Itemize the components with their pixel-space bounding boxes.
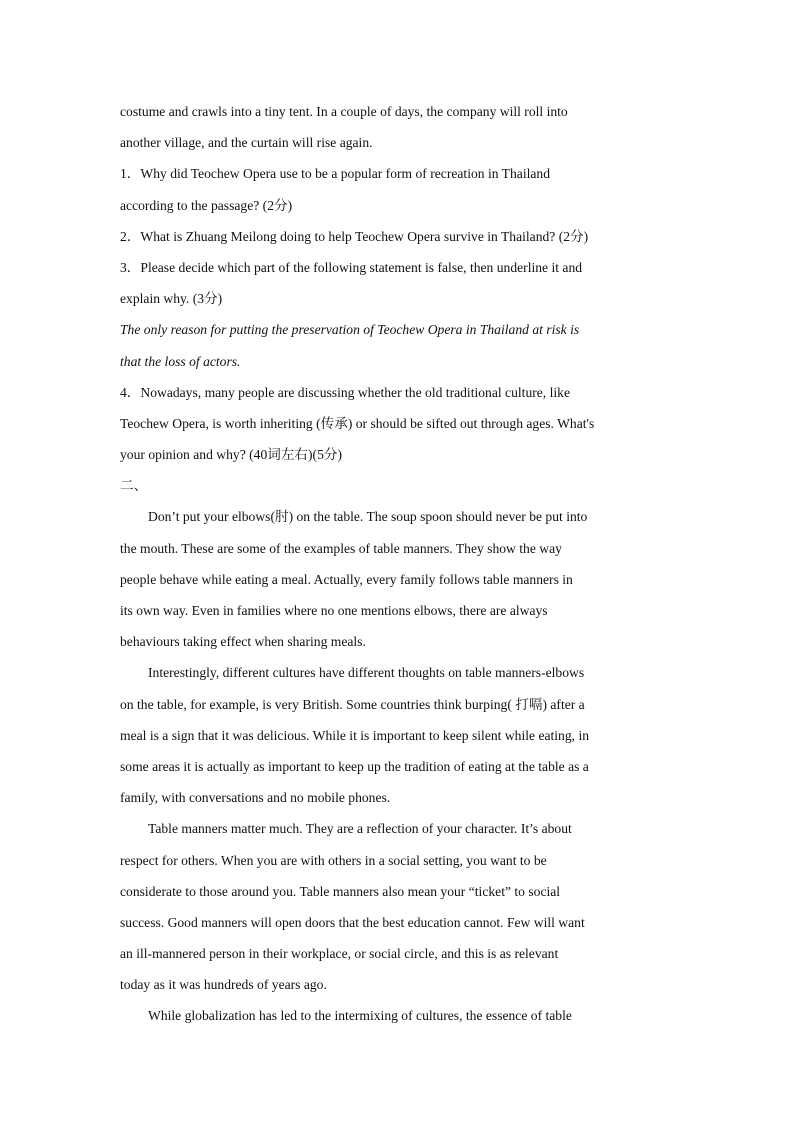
paragraph-3-line: respect for others. When you are with others in a social setting, you want to be: [120, 852, 547, 868]
question-3-cont: explain why. (3分): [120, 291, 223, 307]
question-4: 4．Nowadays, many people are discussing whether the old traditional culture, like: [120, 384, 570, 400]
paragraph-4-line: While globalization has led to the intermixing of cultures, the essence of table: [148, 1008, 572, 1024]
paragraph-1-line: behaviours taking effect when sharing meals.: [120, 634, 366, 650]
paragraph-3-line: Table manners matter much. They are a reflection of your character. It’s about: [148, 821, 572, 837]
paragraph-2-line: meal is a sign that it was delicious. While it is important to keep silent while eating, in: [120, 727, 590, 743]
paragraph-2-line: Interestingly, different cultures have different thoughts on table manners-elbows: [148, 665, 585, 681]
passage-line: costume and crawls into a tiny tent. In a couple of days, the company will roll into: [120, 104, 568, 119]
question-1-cont: according to the passage? (2分): [120, 197, 293, 213]
paragraph-1-line: Don’t put your elbows(肘) on the table. The soup spoon should never be put into: [148, 509, 588, 525]
paragraph-2-line: on the table, for example, is very British. Some countries think burping( 打嗝) after a: [120, 696, 585, 712]
paragraph-3-line: considerate to those around you. Table manners also mean your “ticket” to social: [120, 883, 561, 899]
question-3: 3．Please decide which part of the following statement is false, then underline it and: [120, 259, 583, 275]
paragraph-1-line: its own way. Even in families where no one mentions elbows, there are always: [120, 603, 548, 618]
paragraph-3-line: an ill-mannered person in their workplace, or social circle, and this is as relevant: [120, 946, 559, 962]
paragraph-2-line: some areas it is actually as important to keep up the tradition of eating at the table as a: [120, 758, 589, 774]
question-4-cont: Teochew Opera, is worth inheriting (传承) or should be sifted out through ages. What's: [120, 415, 595, 431]
paragraph-1-line: the mouth. These are some of the examples of table manners. They show the way: [120, 540, 562, 556]
question-1: 1．Why did Teochew Opera use to be a popular form of recreation in Thailand: [120, 166, 551, 182]
paragraph-1-line: people behave while eating a meal. Actually, every family follows table manners in: [120, 571, 573, 587]
passage-line: another village, and the curtain will rise again.: [120, 135, 373, 151]
section-heading: 二、: [120, 478, 148, 494]
paragraph-3-line: today as it was hundreds of years ago.: [120, 977, 327, 993]
document-page: [120, 96, 680, 1032]
false-statement: The only reason for putting the preservation of Teochew Opera in Thailand at risk is: [120, 322, 580, 338]
paragraph-2-line: family, with conversations and no mobile phones.: [120, 790, 391, 806]
false-statement-cont: that the loss of actors.: [120, 353, 241, 369]
question-4-cont: your opinion and why? (40词左右)(5分): [120, 447, 342, 463]
paragraph-3-line: success. Good manners will open doors that the best education cannot. Few will want: [120, 914, 585, 930]
question-2: 2．What is Zhuang Meilong doing to help Teochew Opera survive in Thailand? (2分): [120, 228, 589, 244]
